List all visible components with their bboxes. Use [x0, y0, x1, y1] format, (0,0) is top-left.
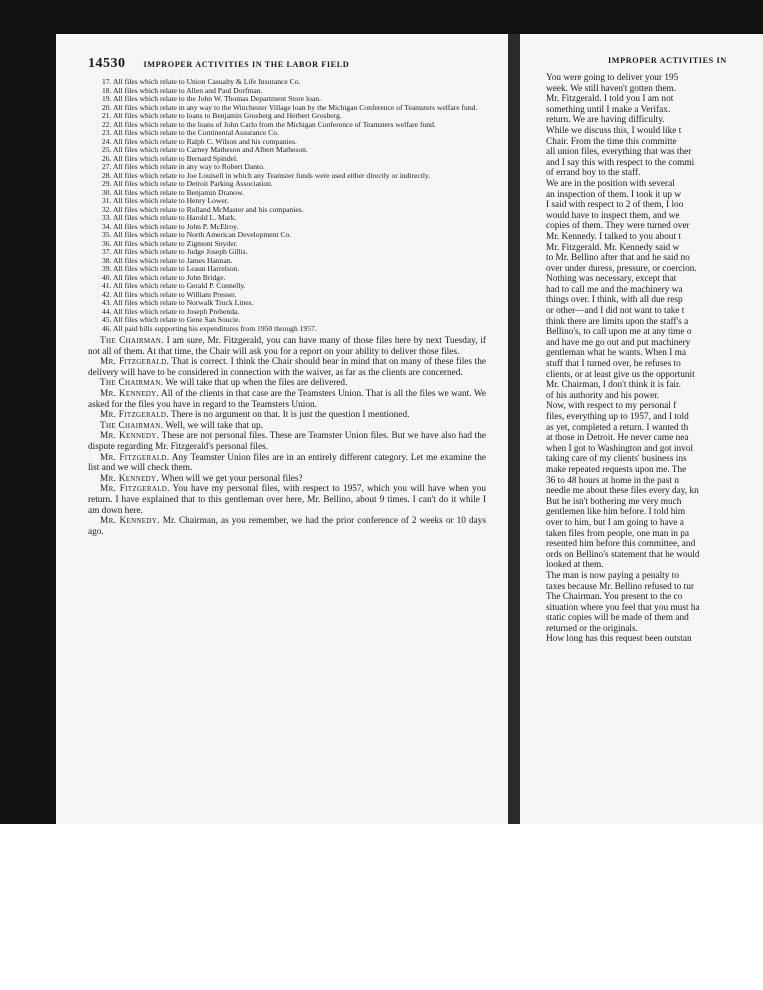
speech-text: You have my personal files, with respect to 1957, which you will have when you return. I have explained that to this gentleman over here, Mr. Bellino, about 9 times. I can't do it while I am down here. — [88, 484, 486, 516]
file-list-item: 39. All files which relate to Leaun Harrelson. — [102, 264, 240, 273]
right-page-line: ords on Bellino's statement that he would — [546, 549, 700, 560]
speech-text: That is correct. I think the Chair should bear in mind that on many of these files the delivery will have to be considered in connection with the waiver, as far as the clients are concerned. — [88, 357, 486, 378]
right-page-line: of errand boy to the staff. — [546, 168, 641, 179]
speech-text: When will we get your personal files? — [159, 473, 303, 484]
right-page-line: taken files from people, one man in pa — [546, 528, 690, 539]
file-list-item: 44. All files which relate to Joseph Prebenda. — [102, 306, 240, 316]
right-page-line: Chair. From the time this committe — [546, 136, 677, 147]
right-page-line: static copies will be made of them and — [546, 613, 689, 624]
dialogue-paragraph — [88, 453, 486, 474]
file-list-item: 21. All files which relate to loans to Benjamin Grosberg and Herbert Grosberg. — [102, 111, 342, 120]
right-page-line: returned or the originals. — [546, 623, 638, 634]
right-page-line: How long has this request been outstan — [546, 634, 692, 645]
right-page-line: an inspection of them. I took it up w — [546, 189, 682, 200]
running-head-left: IMPROPER ACTIVITIES IN THE LABOR FIELD — [143, 60, 350, 69]
dialogue-paragraph — [88, 378, 486, 389]
file-list-item: 27. All files which relate in any way to Robert Danto. — [102, 162, 265, 171]
right-page-line: and I say this with respect to the commi — [546, 157, 695, 168]
dialogue-paragraph — [88, 410, 486, 421]
right-page-line: of his authority and his power. — [546, 390, 660, 401]
right-page — [520, 34, 763, 824]
speech-text: I am sure, Mr. Fitzgerald, you can have many of those files here by next Tuesday, if not all of them. At that time, the Chair will ask you for a report on your ability to deliver those files. — [88, 336, 486, 357]
file-request-list — [88, 78, 486, 333]
page-number: 14530 — [88, 56, 126, 71]
running-head-right: IMPROPER ACTIVITIES IN — [608, 56, 727, 65]
right-page-line: week. We still haven't gotten them. — [546, 83, 677, 94]
dialogue-paragraph — [88, 484, 486, 516]
right-page-line: things over. I think, with all due resp — [546, 295, 683, 306]
right-page-line: clients, or at least give us the opportunit — [546, 369, 695, 380]
right-page-line: copies of them. They were turned over — [546, 221, 690, 232]
right-page-line: stuff that I turned over, he refuses to — [546, 359, 681, 370]
file-list-item: 41. All files which relate to Gerald P. Connelly. — [102, 281, 246, 290]
file-list-item: 43. All files which relate to Norwalk Truck Lines. — [102, 298, 254, 307]
right-page-line: all union files, everything that was ther — [546, 147, 692, 158]
file-list-item: 20. All files which relate in any way to the Winchester Village loan by the Michigan Conference of Teamsters welfare fund. — [102, 102, 478, 112]
right-page-line: looked at them. — [546, 560, 604, 571]
speaker-name: Mr. Kennedy. — [100, 431, 160, 442]
file-list-item: 36. All files which relate to Zigmont Snyder. — [102, 238, 238, 248]
speech-text: Mr. Chairman, as you remember, we had the prior conference of 2 weeks or 10 days ago. — [88, 516, 487, 537]
speaker-name: Mr. Fitzgerald. — [100, 452, 170, 463]
file-list-item: 34. All files which relate to John P. McElroy. — [102, 221, 239, 231]
right-page-line: You were going to deliver your 195 — [546, 73, 679, 83]
right-page-line: The man is now paying a penalty to — [546, 570, 679, 581]
right-page-line: Mr. Fitzgerald. Mr. Kennedy said w — [546, 242, 680, 253]
file-list-item: 35. All files which relate to North American Development Co. — [102, 230, 292, 239]
speaker-name: The Chairman. — [100, 378, 164, 389]
right-page-line: Bellino's, to call upon me at any time o — [546, 327, 692, 338]
left-page-content — [88, 56, 486, 537]
file-list-item: 32. All files which relate to Rolland McMaster and his companies. — [102, 204, 304, 214]
right-page-line: Mr. Fitzgerald. I told you I am not — [546, 94, 674, 105]
right-page-line: But he isn't bothering me very much — [546, 496, 682, 507]
dialogue-paragraph — [88, 357, 486, 378]
scan-bottom-margin — [0, 824, 763, 990]
dialogue-paragraph — [88, 336, 486, 357]
right-page-line: had to call me and the machinery wa — [546, 284, 683, 295]
page-gutter — [508, 34, 520, 824]
right-page-line: The Chairman. You present to the co — [546, 592, 683, 603]
right-page-line: resented him before this committee, and — [546, 539, 696, 550]
speech-text: These are not personal files. These are Teamster Union files. But we have also had the dispute regarding Mr. Fitzgerald's personal files. — [88, 431, 486, 452]
right-page-line: files, everything up to 1957, and I told — [546, 412, 689, 422]
file-list-item: 22. All files which relate to the loans of John Carlo from the Michigan Conference of Teamsters welfare fund. — [102, 119, 436, 129]
dialogue-paragraph — [88, 474, 486, 485]
speaker-name: Mr. Kennedy. — [100, 388, 160, 399]
right-page-line: would have to inspect them, and we — [546, 210, 680, 221]
dialogue-paragraph — [88, 516, 486, 537]
file-list-item: 31. All files which relate to Henry Lower. — [102, 196, 229, 205]
right-page-line: at those in Detroit. He never came nea — [546, 433, 689, 444]
right-page-line: Now, with respect to my personal f — [546, 401, 677, 412]
right-page-line: Mr. Chairman, I don't think it is fair. — [546, 380, 681, 391]
file-list-item: 24. All files which relate to Ralph C. Wilson and his companies. — [102, 136, 297, 146]
left-page-header — [88, 56, 486, 72]
file-list-item: 40. All files which relate to John Bridge. — [102, 272, 226, 282]
file-list-item: 23. All files which relate to the Continental Assurance Co. — [102, 128, 279, 137]
file-list-item: 30. All files which relate to Benjamin Dranow. — [102, 187, 244, 197]
dialogue-paragraph — [88, 421, 486, 432]
right-page-line: taxes because Mr. Bellino refused to tur — [546, 581, 694, 592]
speech-text: Well, we will take that up. — [163, 420, 263, 431]
right-page-line: gentlemen like him before. I told him — [546, 507, 686, 518]
speaker-name: Mr. Fitzgerald. — [100, 410, 169, 421]
right-page-line: when I got to Washington and got invol — [546, 443, 694, 454]
right-page-line: taking care of my clients' business ins — [546, 454, 687, 465]
file-list-item: 18. All files which relate to Allen and Paul Dorfman. — [102, 85, 263, 95]
right-page-line: to Mr. Bellino after that and he said no — [546, 253, 690, 264]
right-page-line: and have me go out and put machinery — [546, 337, 691, 348]
file-list-item: 25. All files which relate to Carney Matheson and Albert Matheson. — [102, 145, 308, 154]
file-list-item: 28. All files which relate to Joe Louisell in which any Teamster funds were used either directly or indirectly. — [102, 170, 431, 180]
dialogue-paragraph — [88, 431, 486, 452]
right-page-line: make repeated requests upon me. The — [546, 464, 687, 475]
speaker-name: The Chairman. — [100, 336, 164, 346]
file-list-item: 42. All files which relate to William Presser. — [102, 289, 237, 299]
file-list-item: 46. All paid bills supporting his expenditures from 1950 through 1957. — [102, 323, 317, 333]
file-list-item: 19. All files which relate to the John W. Thomas Department Store loan. — [102, 94, 321, 103]
left-page — [56, 34, 508, 824]
file-list-item: 37. All files which relate to Judge Joseph Gillis. — [102, 247, 248, 256]
right-page-line: While we discuss this, I would like t — [546, 125, 682, 136]
right-page-text — [534, 73, 763, 645]
right-page-line: We are in the position with several — [546, 178, 675, 189]
right-page-line: over under duress, pressure, or coercion. — [546, 263, 697, 274]
right-page-line: Mr. Kennedy. I talked to you about t — [546, 231, 681, 242]
right-page-line: I said with respect to 2 of them, I loo — [546, 200, 684, 211]
speaker-name: Mr. Kennedy. — [100, 516, 160, 527]
speaker-name: Mr. Fitzgerald. — [100, 357, 170, 368]
speaker-name: The Chairman. — [100, 420, 164, 431]
file-list-item: 26. All files which relate to Bernard Spindel. — [102, 153, 239, 163]
file-list-item: 29. All files which relate to Detroit Parking Association. — [102, 179, 273, 188]
right-page-line: or other—and I did not want to take t — [546, 306, 685, 317]
right-page-line: situation where you feel that you must ha — [546, 602, 700, 613]
dialogue-paragraph — [88, 389, 486, 410]
file-list-item: 38. All files which relate to James Hannan. — [102, 255, 233, 265]
speech-text: All of the clients in that case are the Teamsters Union. That is all the files we want. We asked for the files you have in regard to the Teamsters Union. — [88, 388, 486, 410]
right-page-line: return. We are having difficulty. — [546, 115, 665, 126]
right-page-line: think there are limits upon the staff's a — [546, 316, 689, 327]
file-list-item: 17. All files which relate to Union Casualty & Life Insurance Co. — [102, 77, 301, 86]
right-page-line: needle me about these files every day, kn — [546, 486, 699, 497]
right-page-line: Nothing was necessary, except that — [546, 274, 677, 285]
file-list-item: 45. All files which relate to Gene San Soucie. — [102, 315, 241, 324]
speaker-name: Mr. Fitzgerald. — [100, 484, 170, 495]
speech-text: We will take that up when the files are delivered. — [163, 378, 348, 389]
speech-text: Any Teamster Union files are in an entirely different category. Let me examine the list and we will check them. — [88, 452, 486, 474]
speech-text: There is no argument on that. It is just the question I mentioned. — [168, 410, 410, 421]
right-page-line: gentleman what he wants. When I ma — [546, 348, 687, 359]
file-list-item: 33. All files which relate to Harold L. Mark. — [102, 213, 237, 222]
hearing-dialogue — [88, 336, 486, 537]
right-page-content — [534, 56, 763, 645]
speaker-name: Mr. Kennedy. — [100, 473, 159, 484]
right-page-line: over to him, but I am going to have a — [546, 517, 684, 528]
right-page-line: as yet, completed a return. I wanted th — [546, 422, 689, 433]
right-page-line: 36 to 48 hours at home in the past n — [546, 475, 679, 486]
right-page-line: something until I make a Verifax. — [546, 104, 671, 115]
